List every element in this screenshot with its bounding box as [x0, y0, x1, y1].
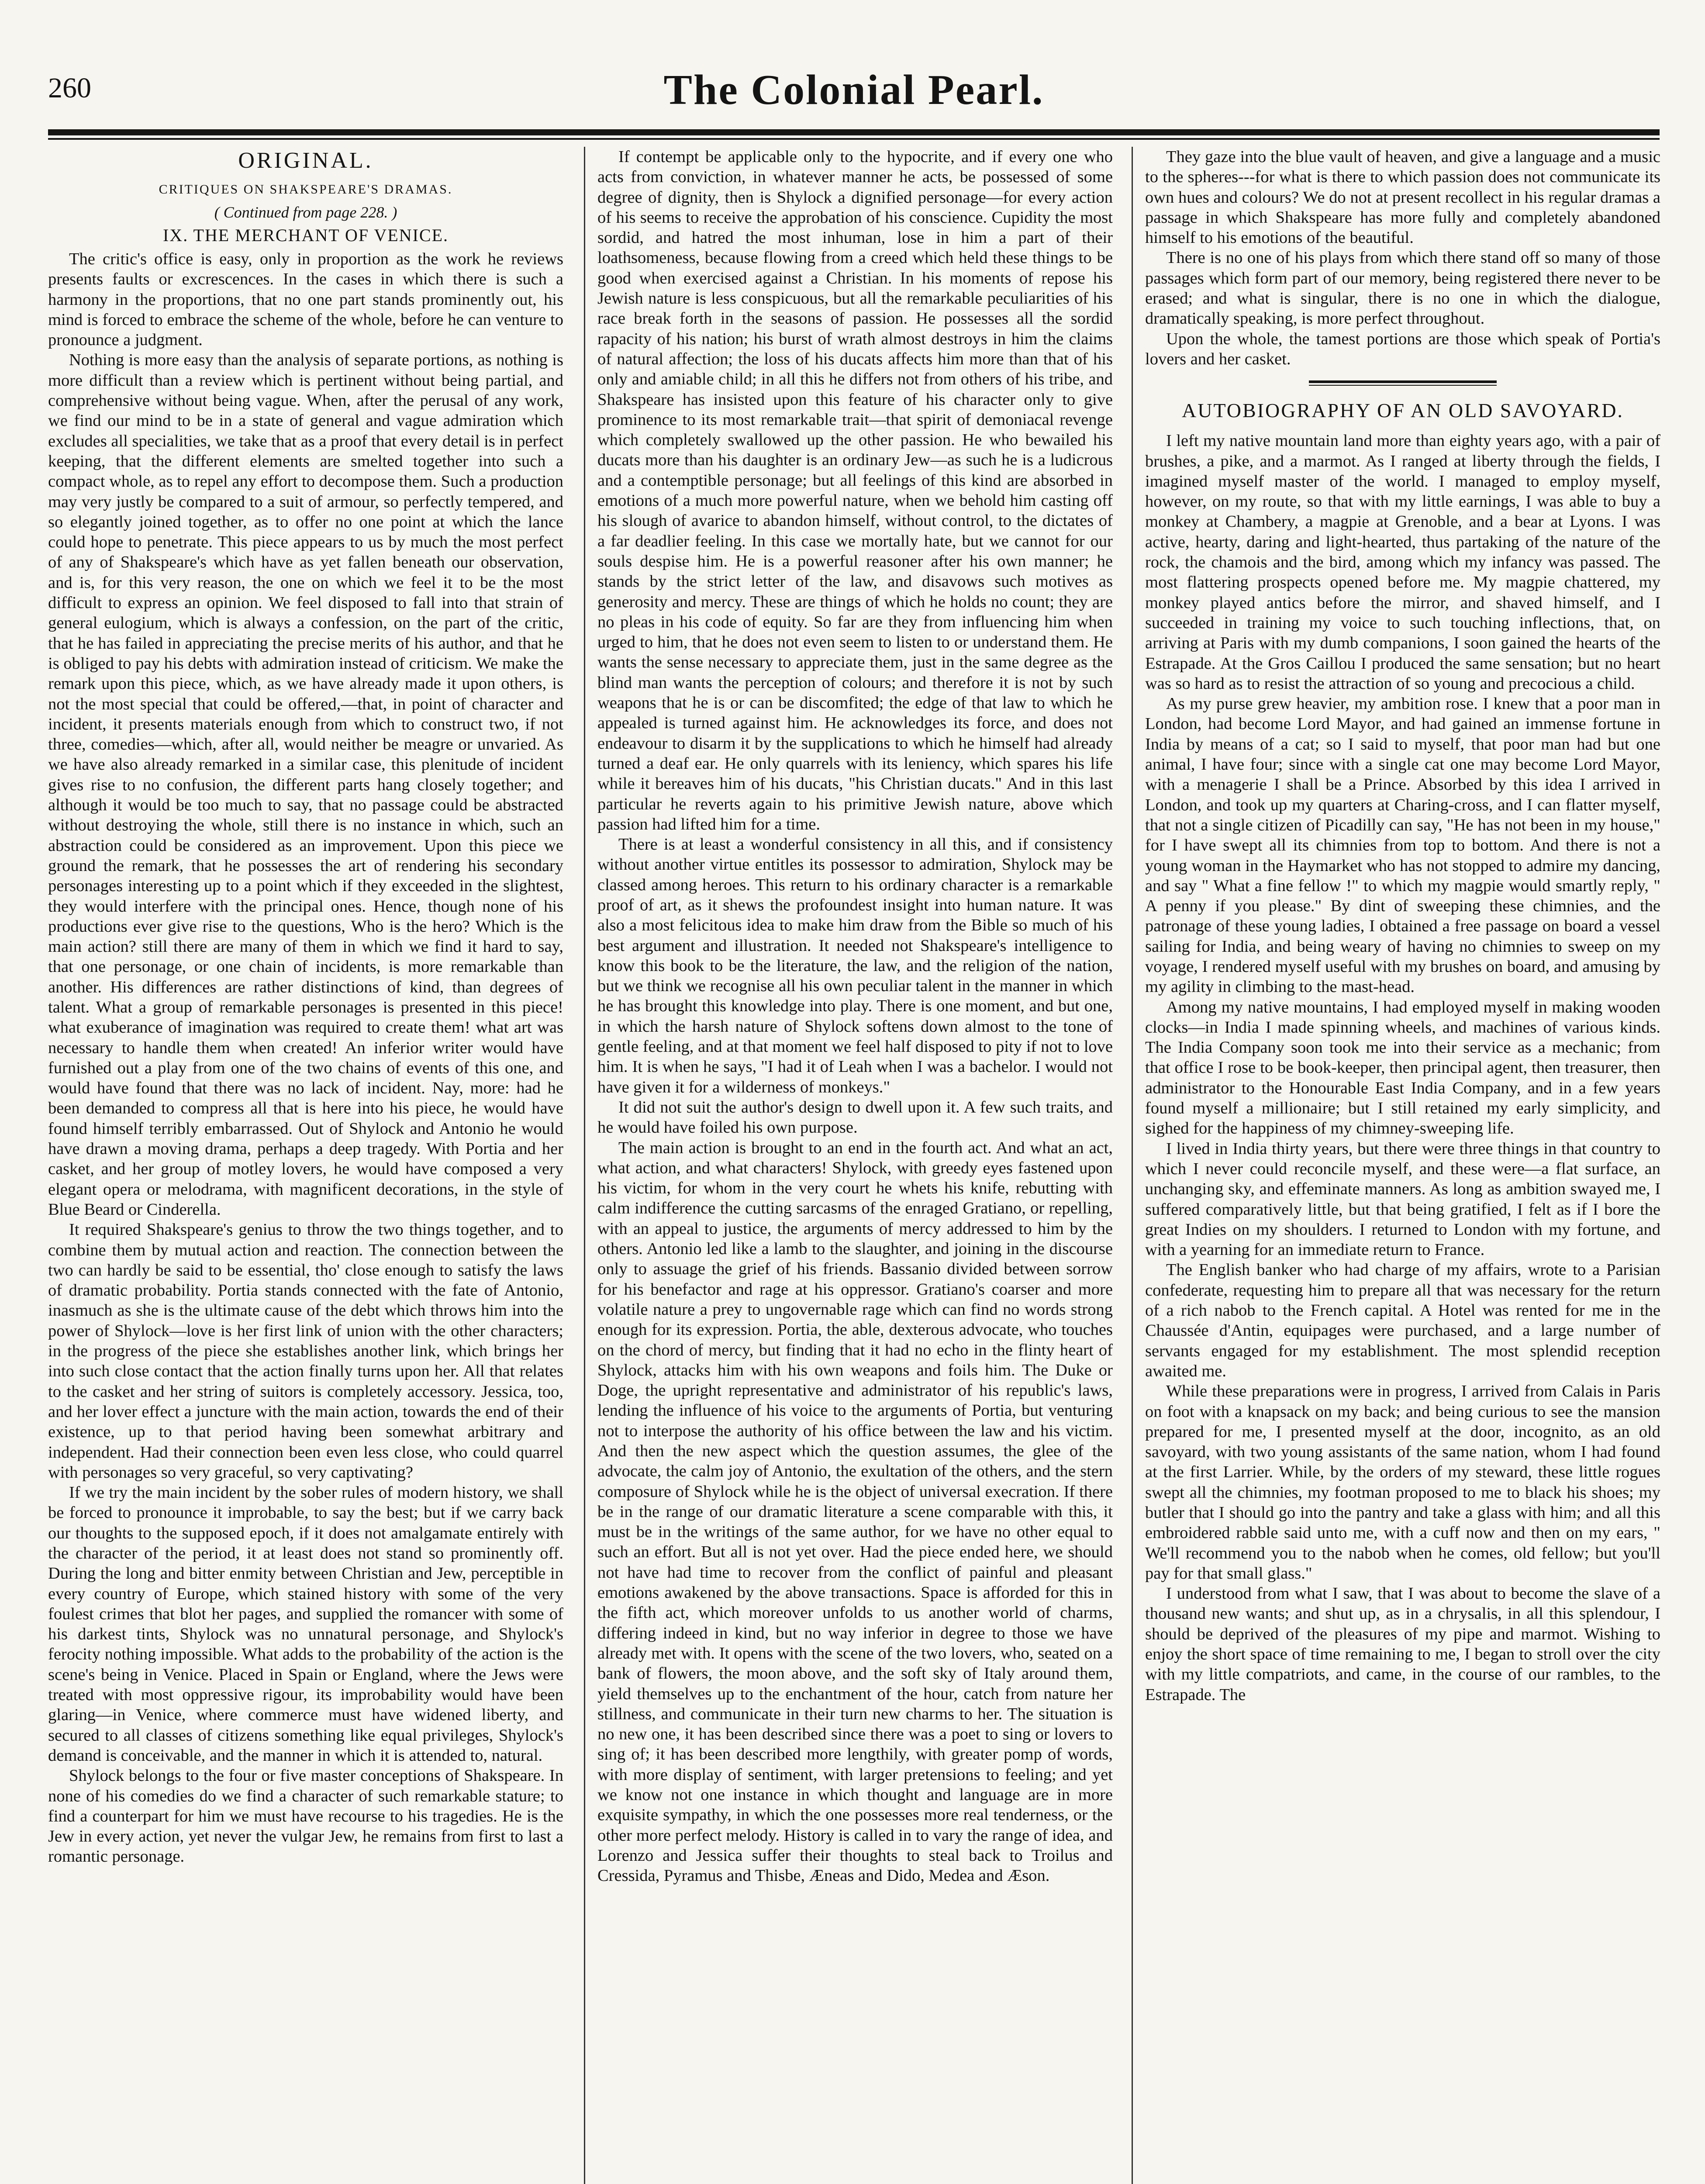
article-paragraph: The main action is brought to an end in the fourth act. And what an act, what action, and what characters! Shylock, with greedy eyes fastened upon his victim, for whom in the very court he whets his knife, rebutting with calm indifference the cutting sarcasms of the enraged Gratiano, or repelling, with an appeal to justice, the arguments of mercy addressed to him by the others. Antonio led like a lamb to the slaughter, and joining in the discourse only to assuage the grief of his friends. Bassanio divided between sorrow for his benefactor and rage at his oppressor. Gratiano's coarser and more volatile nature a prey to ungovernable rage which can find no words strong enough for its expression. Portia, the able, dexterous advocate, who touches on the chord of mercy, but finding that it had no echo in the flinty heart of Shylock, attacks him with his own weapons and foils him. The Duke or Doge, the upright representative and administrator of his republic's laws, lending the influence of his voice to the arguments of Portia, but venturing not to interpose the authority of his office between the law and his victim. And then the new aspect which the question assumes, the glee of the advocate, the calm joy of Antonio, the exultation of the others, and the stern composure of Shylock while he is the object of universal execration. If there be in the range of our dramatic literature a scene comparable with this, it must be in the writings of the same author, for we have no other equal to such an effort. But all is not yet over. Had the piece ended here, we should not have had time to recover from the conflict of painful and pleasant emotions awakened by the above transactions. Space is afforded for this in the fifth act, which moreover unfolds to us another world of charms, differing indeed in kind, but no way inferior in degree to those we have already met with. It opens with the scene of the two lovers, who, seated on a bank of flowers, the moon above, and the soft sky of Italy around them, yield themselves up to the enchantment of the hour, catch from nature her stillness, and communicate in their turn new charms to her. The situation is no new one, it has been described since there was a poet to sing or lovers to sing of; it has been described more lengthily, with greater pomp of words, with more display of sentiment, with larger pretensions to feeling; and yet we know not one instance in which thought and language are in more exquisite sympathy, in which the one possesses more real tenderness, or the other more perfect melody. History is called in to vary the range of idea, and Lorenzo and Jessica suffer their thoughts to steal back to Troilus and Cressida, Pyramus and Thisbe, Æneas and Dido, Medea and Æson. — [597, 1138, 1113, 1885]
article-paragraph: The English banker who had charge of my affairs, wrote to a Parisian confederate, requesting him to prepare all that was necessary for the return of a rich nabob to the French capital. A Hotel was rented for me in the Chaussée d'Antin, equipages were purchased, and a large number of servants engaged for my establishment. The most splendid reception awaited me. — [1145, 1261, 1660, 1380]
masthead-rule — [48, 129, 1660, 135]
column-1 — [48, 147, 563, 2184]
series-title: CRITIQUES ON SHAKSPEARE'S DRAMAS. — [159, 182, 453, 197]
article-paragraph: I left my native mountain land more than eighty years ago, with a pair of brushes, a pike, and a marmot. As I ranged at liberty through the fields, I imagined myself master of the world. I managed to employ myself, however, on my route, so that with my little earnings, I was able to buy a monkey at Chambery, a magpie at Grenoble, and a bear at Lyons. I was active, hearty, daring and light-hearted, thus partaking of the nature of the rock, the chamois and the bird, among which my infancy was passed. The most flattering prospects opened before me. My magpie chattered, my monkey played antics before the mirror, and shaved himself, and I succeeded in training my voice to such touching inflections, that, on arriving at Paris with my dumb companions, I soon gained the hearts of the Estrapade. At the Gros Caillou I produced the same sensation; but no heart was so hard as to resist the attraction of so young and precocious a child. — [1145, 432, 1660, 693]
continued-note: ( Continued from page 228. ) — [214, 204, 397, 221]
masthead-title: The Colonial Pearl. — [663, 66, 1044, 114]
article-paragraph: It did not suit the author's design to dwell upon it. A few such traits, and he would have foiled his own purpose. — [597, 1098, 1113, 1137]
article-paragraph: The critic's office is easy, only in proportion as the work he reviews presents faults or excrescences. In the cases in which there is such a harmony in the proportions, that no one part stands prominently out, his mind is forced to embrace the scheme of the whole, before he can venture to pronounce a judgment. — [48, 250, 563, 349]
column-3 — [1145, 147, 1660, 2184]
article-paragraph: If contempt be applicable only to the hypocrite, and if every one who acts from conviction, in whatever manner he acts, be possessed of some degree of dignity, then is Shylock a dignified personage—for every action of his seems to receive the approbation of his conscience. Cupidity the most sordid, and hatred the most inhuman, lose in him a part of their loathsomeness, because flowing from a creed which held these things to be good when exercised against a Christian. In his moments of repose his Jewish nature is less conspicuous, but all the remarkable peculiarities of his race break forth in the seasons of passion. He possesses all the sordid rapacity of his nation; his burst of wrath almost destroys in him the claims of natural affection; the loss of his ducats affects him more than that of his only and amiable child; in all this he differs not from others of his tribe, and Shakspeare has insisted upon this feature of his character only to give prominence to its most remarkable trait—that spirit of demoniacal revenge which completely swallowed up the other passion. He who bewailed his ducats more than his daughter is an ordinary Jew—as such he is a ludicrous and a contemptible personage; but all feelings of this kind are absorbed in emotions of a much more powerful nature, when we behold him casting off his slough of avarice to abandon himself, without control, to the dictates of a far deadlier feeling. In this case we mortally hate, but we cannot for our souls despise him. He is a powerful reasoner after his own manner; he stands by the strict letter of the law, and disavows such motives as generosity and mercy. These are things of which he holds no count; they are no pleas in his code of equity. So far are they from influencing him when urged to him, that he does not even seem to listen to or understand them. He wants the sense necessary to appreciate them, just in the same degree as the blind man wants the perception of colours; and therefore it is not by such weapons that he is or can be discomfited; the edge of that law to which he appealed is turned against him. He acknowledges its force, and does not endeavour to disarm it by the supplications to which he himself had already turned a deaf ear. He only quarrels with its leniency, which spares his life while it bereaves him of his ducats, "his Christian ducats." And in this last particular he reverts again to his primitive Jewish nature, above which passion had lifted him for a time. — [597, 148, 1113, 833]
article-paragraph: Shylock belongs to the four or five master conceptions of Shakspeare. In none of his comedies do we find a character of such remarkable stature; to find a counterpart for him we must have recourse to his tragedies. He is the Jew in every action, yet never the vulgar Jew, he remains from first to last a romantic personage. — [48, 1766, 563, 1866]
article-paragraph: Among my native mountains, I had employed myself in making wooden clocks—in India I made spinning wheels, and machines of various kinds. The India Company soon took me into their service as a mechanic; from that office I rose to be book-keeper, then principal agent, then treasurer, then administrator to the Honourable East India Company, and in a few years found myself a millionaire; but I still retained my early simplicity, and sighed for the happiness of my chimney-sweeping life. — [1145, 998, 1660, 1138]
column-divider — [584, 147, 585, 2184]
page-number: 260 — [48, 72, 91, 104]
article-paragraph: Nothing is more easy than the analysis of separate portions, as nothing is more difficult than a review which is pertinent without being partial, and comprehensive without being vague. When, after the perusal of any work, we find our mind to be in a state of general and vague admiration which excludes all specialities, we take that as a proof that every detail is in perfect keeping, that the different elements are smelted together into such a compact whole, as to repel any effort to decompose them. Such a production may very justly be compared to a suit of armour, so perfectly tempered, and so elegantly joined together, as to offer no one point at which the lance could hope to penetrate. This piece appears to us by much the most perfect of any of Shakspeare's which have as yet fallen beneath our observation, and is, for this very reason, the one on which we feel it to be the most difficult to express an opinion. We feel disposed to fall into that strain of general eulogium, which is always a confession, on the part of the critic, that he has failed in appreciating the precise merits of his author, and that he is obliged to pay his debts with admiration instead of criticism. We make the remark upon this piece, which, as we have already made it upon others, is not the most special that could be offered,—that, in point of character and incident, it presents materials enough from which to construct two, if not three, comedies—which, after all, would neither be meagre or unvaried. As we have also already remarked in a similar case, this plenitude of incident gives rise to no confusion, the different parts hang closely together; and although it would be too much to say, that no passage could be abstracted without destroying the whole, still there is no instance in which, such an abstraction could be considered as an improvement. Upon this piece we ground the remark, that he possesses the art of rendering his secondary personages interesting up to a point which if they exceeded in the slightest, they would interfere with the principal ones. Hence, though none of his productions ever give rise to the questions, Who is the hero? Which is the main action? still there are many of them in which we find it hard to say, that one personage, or one chain of incidents, is more remarkable than another. His differences are rather distinctions of kind, than degrees of talent. What a group of remarkable personages is presented in this piece! what exuberance of imagination was required to create them! what art was necessary to handle them when created! An inferior writer would have furnished out a play from one of the two chains of events of this one, and would have found that there was no lack of incident. Nay, more: had he been demanded to compress all that is here into his piece, he would have found himself terribly embarrassed. Out of Shylock and Antonio he would have drawn a moving drama, perhaps a deep tragedy. With Portia and her casket, and her group of motley lovers, he would have composed a very elegant opera or melodrama, with magnificent decorations, in the style of Blue Beard or Cinderella. — [48, 351, 563, 1219]
article-paragraph: As my purse grew heavier, my ambition rose. I knew that a poor man in London, had become Lord Mayor, and had gained an immense fortune in India by means of a cat; so I said to myself, that poor man had but one animal, I have four; since with a single cat one may become Lord Mayor, with a menagerie I shall be a Prince. Absorbed by this idea I arrived in London, and took up my quarters at Charing-cross, and I can flatter myself, that not a single citizen of Picadilly can say, "He has not been in my house," for I have swept all its chimnies from top to bottom. And there is not a young woman in the Haymarket who has not stopped to admire my dancing, and say " What a fine fellow !" to which my magpie would smartly reply, " A penny if you please." By dint of sweeping these chimnies, and the patronage of these young ladies, I obtained a free passage on board a vessel sailing for India, and being weary of having no chimnies to sweep on my voyage, I rendered myself useful with my brushes on board, and amusing by my agility in climbing to the mast-head. — [1145, 695, 1660, 996]
article-title-merchant-of-venice: IX. THE MERCHANT OF VENICE. — [162, 225, 449, 245]
article-title-autobiography: AUTOBIOGRAPHY OF AN OLD SAVOYARD. — [1182, 399, 1624, 422]
masthead — [48, 66, 1660, 127]
article-paragraph: It required Shakspeare's genius to throw the two things together, and to combine them by mutual action and reaction. The connection between the two can hardly be said to be essential, tho' close enough to satisfy the laws of dramatic probability. Portia stands connected with the fate of Antonio, inasmuch as she is the ultimate cause of the debt which throws him into the power of Shylock—love is her first link of union with the other characters; in the progress of the piece she establishes another link, which brings her into such close contact that the action finally turns upon her. All that relates to the casket and her string of suitors is completely accessory. Jessica, too, and her lover effect a juncture with the main action, towards the end of their existence, up to that period having been somewhat arbitrary and independent. Had their connection been even less close, who could quarrel with personages so very graceful, so very captivating? — [48, 1220, 563, 1482]
section-divider — [1309, 380, 1497, 386]
article-paragraph: Upon the whole, the tamest portions are those which speak of Portia's lovers and her casket. — [1145, 329, 1660, 368]
article-paragraph: They gaze into the blue vault of heaven, and give a language and a music to the spheres---for what is there to which passion does not communicate its own hues and colours? We do not at present recollect in his regular dramas a passage in which Shakspeare has more fully and completely abandoned himself to his emotions of the beautiful. — [1145, 148, 1660, 247]
article-paragraph: If we try the main incident by the sober rules of modern history, we shall be forced to pronounce it improbable, to say the best; but if we carry back our thoughts to the supposed epoch, if it does not amalgamate entirely with the character of the period, it at least does not stand so prominently off. During the long and bitter enmity between Christian and Jew, perceptible in every country of Europe, which stained history with some of the very foulest crimes that blot her pages, and supplied the romancer with some of his darkest tints, Shylock was no unnatural personage, and Shylock's ferocity nothing impossible. What adds to the probability of the action is the scene's being in Venice. Placed in Spain or England, where the Jews were treated with most oppressive rigour, its improbability would have been glaring—in Venice, where commerce must have widened liberty, and secured to all classes of citizens something like equal privileges, Shylock's demand is conceivable, and the manner in which it is attended to, natural. — [48, 1483, 563, 1765]
article-paragraph: While these preparations were in progress, I arrived from Calais in Paris on foot with a knapsack on my back; and being curious to see the mansion prepared for me, I presented myself at the door, incognito, as an old savoyard, with two young assistants of the same nation, whom I had found at the first Larrier. While, by the orders of my steward, these little rogues swept all the chimnies, my footman proposed to me to black his shoes; my butler that I should go into the pantry and take a glass with him; and all this embroidered rabble said unto me, with a cuff now and then on my ears, " We'll recommend you to the nabob when he comes, old fellow; but you'll pay for that small glass." — [1145, 1382, 1660, 1583]
article-paragraph: I lived in India thirty years, but there were three things in that country to which I never could reconcile myself, and these were—a flat surface, an unchanging sky, and effeminate manners. As long as ambition swayed me, I suffered comparatively little, but that being gratified, I felt as if I bore the great Indies on my shoulders. I returned to London with my fortune, and with a yearning for an immediate return to France. — [1145, 1139, 1660, 1259]
article-paragraph: There is no one of his plays from which there stand off so many of those passages which form part of our memory, being registered there never to be erased; and what is singular, there is no one in which the dialogue, dramatically speaking, is more perfect throughout. — [1145, 249, 1660, 328]
article-paragraph: There is at least a wonderful consistency in all this, and if consistency without another virtue entitles its possessor to admiration, Shylock may be classed among heroes. This return to his ordinary character is a remarkable proof of art, as it shews the profoundest insight into human nature. It was also a most felicitous idea to make him draw from the Bible so much of his best argument and illustration. It needed not Shakspeare's intelligence to know this book to be the literature, the law, and the religion of the nation, but we think we recognise all his own peculiar talent in the manner in which he has brought this knowledge into play. There is one moment, and but one, in which the harsh nature of Shylock softens down almost to the tone of gentle feeling, and at that moment we feel half disposed to pity if not to love him. It is when he says, "I had it of Leah when I was a bachelor. I would not have given it for a wilderness of monkeys." — [597, 835, 1113, 1096]
column-divider — [1132, 147, 1133, 2184]
section-heading-original: ORIGINAL. — [238, 148, 373, 173]
column-2 — [597, 147, 1113, 2184]
article-paragraph: I understood from what I saw, that I was about to become the slave of a thousand new wants; and shut up, as in a chrysalis, in all this splendour, I should be deprived of the pleasures of my pipe and marmot. Wishing to enjoy the short space of time remaining to me, I began to stroll over the city with my little compatriots, and came, in the course of our rambles, to the Estrapade. The — [1145, 1584, 1660, 1704]
masthead-rule-thin — [48, 138, 1660, 140]
